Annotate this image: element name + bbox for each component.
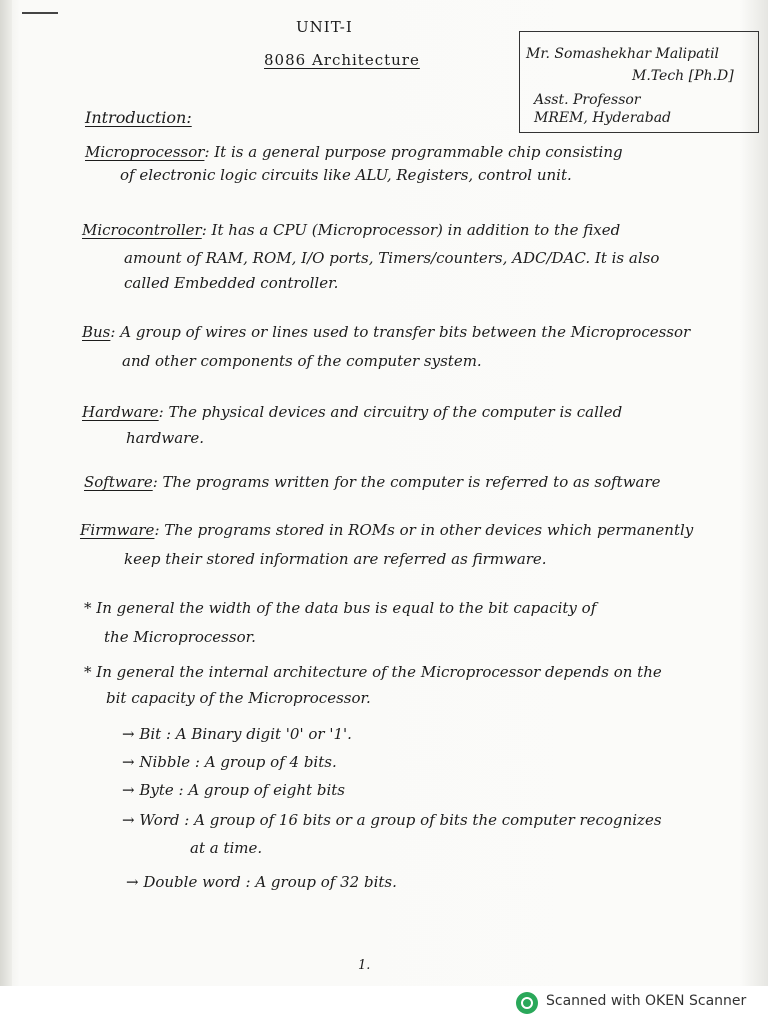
- scanner-watermark: Scanned with OKEN Scanner: [546, 993, 747, 1009]
- definition-line: and other components of the computer system.: [122, 352, 482, 370]
- author-institution: MREM, Hyderabad: [534, 110, 672, 126]
- definition-line: amount of RAM, ROM, I/O ports, Timers/counters, ADC/DAC. It is also: [124, 249, 660, 267]
- note-item: [84, 662, 662, 682]
- definition-firmware: [80, 520, 693, 540]
- list-item: → Double word : A group of 32 bits.: [126, 873, 397, 891]
- intro-heading: Introduction:: [85, 108, 192, 127]
- author-position: Asst. Professor: [534, 92, 641, 108]
- definition-line: hardware.: [126, 429, 204, 447]
- list-item-continuation: at a time.: [190, 839, 263, 857]
- scanner-logo-icon: [516, 992, 538, 1014]
- list-item: → Word : A group of 16 bits or a group of bits the computer recognizes: [122, 811, 662, 829]
- note-line: In general the internal architecture of the Microprocessor depends on the: [96, 663, 662, 681]
- term-label: Firmware: [80, 521, 155, 539]
- author-degree: M.Tech [Ph.D]: [632, 68, 734, 84]
- definition-microcontroller: [82, 220, 620, 240]
- definition-line: : It is a general purpose programmable chip consisting: [204, 143, 623, 161]
- unit-heading: UNIT-I: [296, 18, 353, 36]
- definition-line: : The programs stored in ROMs or in other devices which permanently: [154, 521, 694, 539]
- list-item: → Byte : A group of eight bits: [122, 781, 345, 799]
- definition-line: : The physical devices and circuitry of the computer is called: [158, 403, 623, 421]
- page-fold-shadow: [0, 0, 12, 1024]
- definition-line: keep their stored information are referred as firmware.: [124, 550, 547, 568]
- term-label: Software: [84, 473, 153, 491]
- note-item: [84, 598, 596, 618]
- author-name: Mr. Somashekhar Malipatil: [526, 46, 720, 62]
- note-line: bit capacity of the Microprocessor.: [106, 689, 371, 707]
- asterisk-icon: *: [84, 663, 92, 681]
- definition-line: called Embedded controller.: [124, 274, 339, 292]
- list-item: → Nibble : A group of 4 bits.: [122, 753, 337, 771]
- definition-software: [84, 472, 661, 492]
- page-number: 1.: [358, 958, 371, 973]
- definition-hardware: [82, 402, 622, 422]
- page-title: 8086 Architecture: [264, 51, 420, 69]
- definition-microprocessor: [85, 142, 623, 162]
- asterisk-icon: *: [84, 599, 92, 617]
- definition-line: : A group of wires or lines used to transfer bits between the Microprocessor: [110, 323, 691, 341]
- term-label: Microcontroller: [82, 221, 202, 239]
- definition-bus: [82, 322, 690, 342]
- author-box: [519, 31, 759, 133]
- definition-line: : It has a CPU (Microprocessor) in addition to the fixed: [201, 221, 621, 239]
- term-label: Bus: [82, 323, 111, 341]
- definition-line: : The programs written for the computer is referred to as software: [152, 473, 661, 491]
- term-label: Microprocessor: [85, 143, 205, 161]
- term-label: Hardware: [82, 403, 159, 421]
- definition-line: of electronic logic circuits like ALU, Registers, control unit.: [120, 166, 572, 184]
- corner-mark: [22, 12, 58, 14]
- list-item: → Bit : A Binary digit '0' or '1'.: [122, 725, 352, 743]
- note-line: In general the width of the data bus is equal to the bit capacity of: [96, 599, 597, 617]
- note-line: the Microprocessor.: [104, 628, 256, 646]
